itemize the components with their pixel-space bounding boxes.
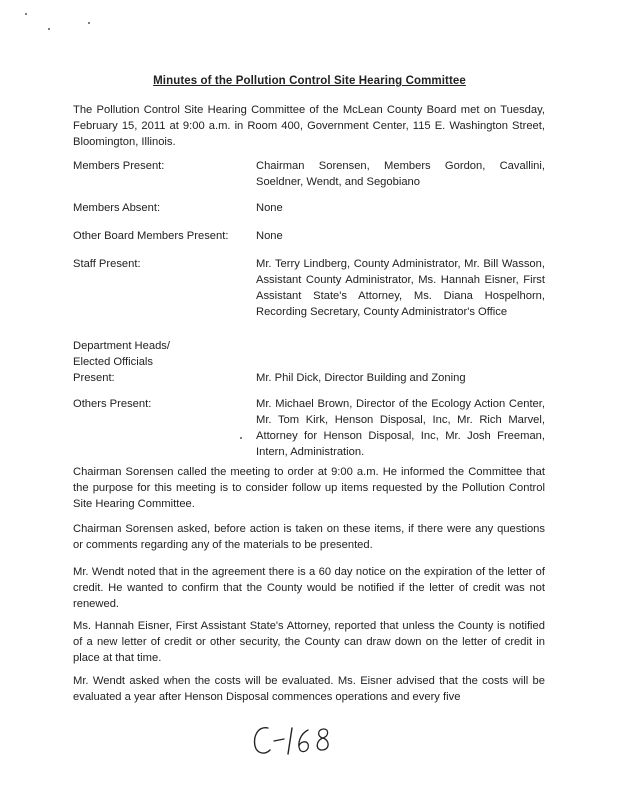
members-present-row bbox=[73, 158, 545, 190]
dept-heads-label-line: Elected Officials bbox=[73, 356, 154, 368]
handwritten-page-mark bbox=[250, 722, 340, 758]
body-paragraph: Ms. Hannah Eisner, First Assistant State's Attorney, reported that unless the County is notified of a new letter of credit or other security, the County can draw down on the letter of credit in place at that time. bbox=[73, 620, 545, 664]
dept-heads-label-line: Department Heads/ bbox=[73, 340, 171, 352]
dept-heads-value: Mr. Phil Dick, Director Building and Zoning bbox=[256, 372, 466, 384]
scan-specks bbox=[0, 0, 619, 40]
dept-heads-label bbox=[73, 338, 253, 386]
document-title: Minutes of the Pollution Control Site Hearing Committee bbox=[153, 75, 466, 87]
members-absent-value: None bbox=[256, 202, 283, 214]
body-paragraph: Chairman Sorensen asked, before action is taken on these items, if there were any questions or comments regarding any of the materials to be presented. bbox=[73, 523, 545, 551]
staff-present-row bbox=[73, 256, 545, 336]
staff-present-label: Staff Present: bbox=[73, 258, 141, 270]
intro-paragraph: The Pollution Control Site Hearing Committee of the McLean County Board met on Tuesday, February 15, 2011 at 9:00 a.m. in Room 400, Government Center, 115 E. Washington Street, Bloomington, Illinois. bbox=[73, 104, 545, 148]
staff-present-value: Mr. Terry Lindberg, County Administrator, Mr. Bill Wasson, Assistant County Administrator, Ms. Hannah Eisner, First Assistant State's Attorney, Ms. Diana Hospelhorn, Recording Secretary, County Administrator's Office bbox=[256, 258, 545, 318]
members-present-value: Chairman Sorensen, Members Gordon, Cavallini, Soeldner, Wendt, and Segobiano bbox=[256, 160, 545, 188]
other-board-row bbox=[73, 228, 545, 244]
body-paragraph: Mr. Wendt asked when the costs will be evaluated. Ms. Eisner advised that the costs will be evaluated a year after Henson Disposal commences operations and every five bbox=[73, 675, 545, 703]
other-board-label: Other Board Members Present: bbox=[73, 230, 229, 242]
dept-heads-label-line: Present: bbox=[73, 372, 115, 384]
others-present-label: Others Present: bbox=[73, 398, 152, 410]
members-absent-row bbox=[73, 200, 545, 216]
others-present-row bbox=[73, 396, 545, 460]
members-absent-label: Members Absent: bbox=[73, 202, 161, 214]
dept-heads-row bbox=[73, 338, 545, 386]
body-paragraph: Chairman Sorensen called the meeting to order at 9:00 a.m. He informed the Committee that the purpose for this meeting is to consider follow up items requested by the Pollution Control Site Hearing Committee. bbox=[73, 466, 545, 510]
body-paragraph: Mr. Wendt noted that in the agreement there is a 60 day notice on the expiration of the letter of credit. He wanted to confirm that the County would be notified if the letter of credit was not renewed. bbox=[73, 566, 545, 610]
members-present-label: Members Present: bbox=[73, 160, 165, 172]
other-board-value: None bbox=[256, 230, 283, 242]
others-present-value: Mr. Michael Brown, Director of the Ecology Action Center, Mr. Tom Kirk, Henson Disposal, Inc, Mr. Rich Marvel, Attorney for Henson Disposal, Inc, Mr. Josh Freeman, Intern, Administration. bbox=[256, 398, 545, 458]
